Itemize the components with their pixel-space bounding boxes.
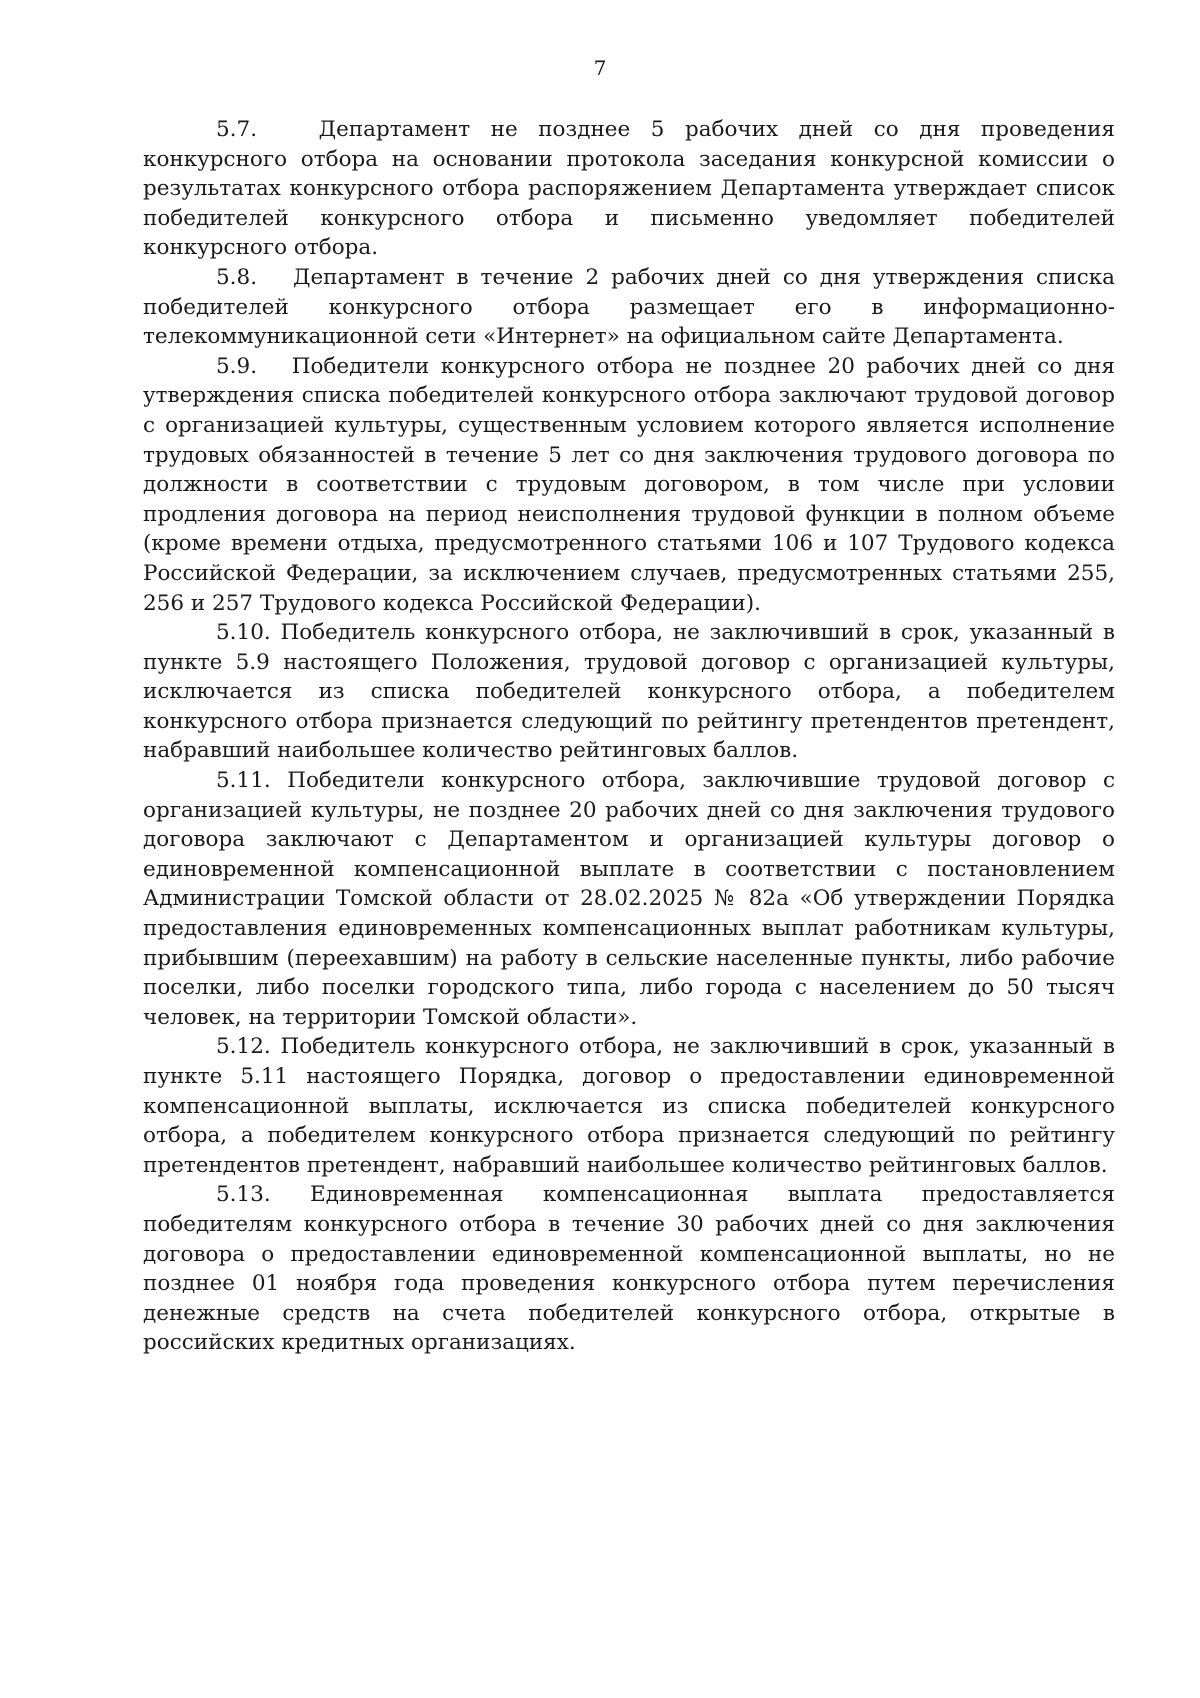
paragraph-text: Победители конкурсного отбора не позднее 20 рабочих дней со дня утверждения списка победителей конкурсного отбора заключают трудовой договор с организацией культуры, существенным условием которого является исполнение трудовых обязанностей в течение 5 лет со дня заключения трудового договора по должности в соответствии с трудовым договором, в том числе при условии продления договора на период неисполнения трудовой функции в полном объеме (кроме времени отдыха, предусмотренного статьями 106 и 107 Трудового кодекса Российской Федерации, за исключением случаев, предусмотренных статьями 255, 256 и 257 Трудового кодекса Российской Федерации). <box>143 353 1115 616</box>
paragraph-text: Победитель конкурсного отбора, не заключивший в срок, указанный в пункте 5.9 настоящего Положения, трудовой договор с организацией культуры, исключается из списка победителей конкурсного отбора, а победителем конкурсного отбора признается следующий по рейтингу претендентов претендент, набравший наибольшее количество рейтинговых баллов. <box>143 620 1115 764</box>
paragraph-text: Департамент в течение 2 рабочих дней со дня утверждения списка победителей конкурсного отбора размещает его в информационно-телекоммуникационной сети «Интернет» на официальном сайте Департамента. <box>143 264 1115 350</box>
paragraph-number: 5.7. <box>216 117 258 142</box>
paragraph-5-7 <box>143 115 1115 263</box>
paragraph-5-10 <box>143 618 1115 766</box>
paragraph-text: Департамент не позднее 5 рабочих дней со дня проведения конкурсного отбора на основании протокола заседания конкурсной комиссии о результатах конкурсного отбора распоряжением Департамента утверждает список победителей конкурсного отбора и письменно уведомляет победителей конкурсного отбора. <box>143 117 1115 261</box>
paragraph-text: Победители конкурсного отбора, заключившие трудовой договор с организацией культуры, не позднее 20 рабочих дней со дня заключения трудового договора заключают с Департаментом и организацией культуры договор о единовременной компенсационной выплате в соответствии с постановлением Администрации Томской области от 28.02.2025 № 82а «Об утверждении Порядка предоставления единовременных компенсационных выплат работникам культуры, прибывшим (переехавшим) на работу в сельские населенные пункты, либо рабочие поселки, либо поселки городского типа, либо города с населением до 50 тысяч человек, на территории Томской области». <box>143 768 1115 1030</box>
paragraph-number: 5.8. <box>216 264 258 290</box>
paragraph-number: 5.12. <box>216 1034 271 1060</box>
page-number: 7 <box>593 56 607 80</box>
paragraph-number: 5.10. <box>216 620 271 646</box>
paragraph-5-13 <box>143 1180 1115 1358</box>
paragraph-5-8 <box>143 263 1115 352</box>
paragraph-5-9 <box>143 352 1115 618</box>
paragraph-text: Единовременная компенсационная выплата предоставляется победителям конкурсного отбора в течение 30 рабочих дней со дня заключения договора о предоставлении единовременной компенсационной выплаты, но не позднее 01 ноября года проведения конкурсного отбора путем перечисления денежные средств на счета победителей конкурсного отбора, открытые в российских кредитных организациях. <box>143 1182 1115 1356</box>
document-body <box>143 115 1115 1358</box>
paragraph-number: 5.11. <box>216 768 271 794</box>
paragraph-number: 5.9. <box>216 353 258 379</box>
paragraph-number: 5.13. <box>216 1182 271 1208</box>
paragraph-5-11 <box>143 766 1115 1032</box>
paragraph-text: Победитель конкурсного отбора, не заключивший в срок, указанный в пункте 5.11 настоящего Порядка, договор о предоставлении единовременной компенсационной выплаты, исключается из списка победителей конкурсного отбора, а победителем конкурсного отбора признается следующий по рейтингу претендентов претендент, набравший наибольшее количество рейтинговых баллов. <box>143 1034 1115 1178</box>
paragraph-5-12 <box>143 1032 1115 1180</box>
